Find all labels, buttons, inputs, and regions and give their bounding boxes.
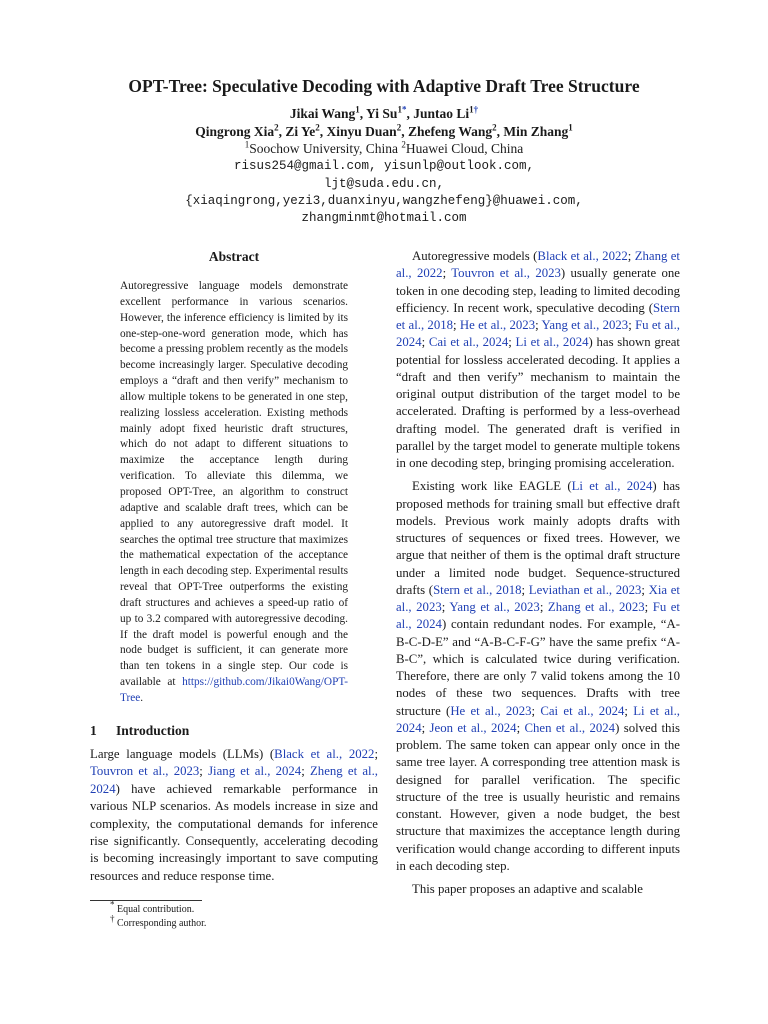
author-name: , Yi Su — [359, 106, 398, 121]
affiliation-sup: 1 — [244, 139, 250, 150]
affiliation-1: Soochow University, China — [249, 141, 402, 156]
text: ; — [442, 266, 452, 281]
citation-link[interactable]: Yang et al., 2023 — [541, 318, 629, 332]
text: ) solved this problem. The same token can appear only once in the same tree layer. A corresponding tree attention mask is designed for parallel verification. The specific structure of the tree is usually heuristic and remains constant. However, given a node budget, the best structure that maximizes the acceptance length during verification would change according to different inputs in each decoding step. — [396, 720, 680, 873]
corresponding-author-mark[interactable]: † — [473, 104, 479, 115]
citation-link[interactable]: Fu et al., 2024 — [396, 600, 680, 632]
citation-link[interactable]: He et al., 2023 — [459, 318, 536, 332]
text: ; — [521, 582, 529, 597]
citation-link[interactable]: Leviathan et al., 2023 — [528, 582, 642, 597]
paragraph: This paper proposes an adaptive and scalable — [412, 882, 643, 896]
citation-link[interactable]: Cai et al., 2024 — [540, 703, 625, 718]
text: ) have achieved remarkable performance in various NLP scenarios. As models increase in size and complexity, the computational demands for inference rise significantly. Consequently, accelerating decoding is becoming increasingly important to save computing resources and reduce response time. — [90, 781, 378, 883]
text: ; — [199, 764, 209, 779]
author-name: , Xinyu Duan — [319, 124, 397, 139]
section-title: Introduction — [116, 723, 190, 738]
text: ; — [421, 335, 429, 350]
email-line: {xiaqingrong,yezi3,duanxinyu,wangzhefeng}@huawei.com, — [185, 194, 583, 208]
text: ) usually generate one token in one decoding step, leading to limited decoding efficiency. In recent work, speculative decoding ( — [396, 266, 680, 315]
citation-link[interactable]: Zhang et al., 2023 — [547, 600, 645, 614]
abstract-heading: Abstract — [208, 249, 260, 264]
paragraph — [396, 248, 680, 472]
text: ; — [301, 764, 310, 779]
text: ; — [508, 335, 516, 350]
affiliation-sup: 2 — [274, 122, 279, 133]
text: Autoregressive models ( — [412, 249, 538, 263]
footnote-text: Equal contribution. — [117, 904, 195, 915]
affiliation-sup: 1 — [397, 104, 402, 115]
text: ) has shown great potential for lossless accelerated decoding. It applies a “draft and then verify” mechanism to maintain the original output distribution of the target model to be accelerated. Drafting is performed by a less-overhead drafting model. The generated draft is verified in parallel by the target model to generate multiple tokens in one decoding step, bringing promising acceleration. — [396, 335, 680, 470]
citation-link[interactable]: Xia et al., 2023 — [396, 582, 680, 614]
abstract-body — [120, 279, 348, 707]
affiliation-2: Huawei Cloud, China — [405, 141, 524, 156]
footnote — [110, 899, 195, 915]
abstract-end: . — [140, 691, 144, 704]
footnote-divider — [90, 900, 202, 901]
equal-contribution-mark[interactable]: * — [401, 104, 407, 115]
affiliation-sup: 2 — [492, 122, 497, 133]
citation-link[interactable]: Jiang et al., 2024 — [208, 764, 302, 779]
citation-link[interactable]: Chen et al., 2024 — [524, 720, 616, 735]
section-number: 1 — [90, 723, 97, 738]
text: ; — [641, 582, 649, 597]
right-column — [396, 248, 680, 904]
abstract-text: Autoregressive language models demonstrate excellent performance in various scenarios. However, the inference efficiency is limited by its one-step-one-word generation mode, which has become a pressing problem recently as the models become increasingly larger. Speculative decoding employs a “draft and then verify” mechanism to allow multiple tokens to be generated in one step, realizing lossless acceleration. Existing methods mainly adopt fixed heuristic draft structures, which do not adapt to different situations to maximize the acceptance length during verification. To alleviate this dilemma, we proposed OPT-Tree, an algorithm to construct adaptive and scalable draft trees, which can be applied to any autoregressive draft model. It searches the optimal tree structure that maximizes the mathematical expectation of the acceptance length in each decoding step. Experimental results reveal that OPT-Tree outperforms the existing draft structures and achieves a speed-up ratio of up to 3.2 compared with autoregressive decoding. If the draft model is powerful enough and the node budget is sufficient, it can generate more than ten tokens in a single step. Our code is available at — [120, 280, 348, 689]
author-name: , Min Zhang — [496, 124, 569, 139]
text: ; — [627, 249, 635, 263]
citation-link[interactable]: Stern et al., 2018 — [396, 300, 680, 332]
text: ) contain redundant nodes. For example, “A-B-C-D-E” and “A-B-C-F-G” have the same prefix “A-B-C”, which is calculated twice during verification. Therefore, there are only 7 valid tokens among the 10 nodes of these two sequences. Drafts with tree structure ( — [396, 617, 680, 718]
affiliation-sup: 2 — [401, 139, 406, 150]
text: ; — [441, 600, 450, 614]
text: Existing work like EAGLE ( — [412, 479, 572, 494]
citation-link[interactable]: Yang et al., 2023 — [449, 600, 540, 614]
text: Large language models (LLMs) ( — [90, 747, 275, 761]
text: ; — [535, 318, 542, 332]
citation-link[interactable]: Li et al., 2024 — [515, 335, 589, 350]
affiliations — [0, 141, 768, 157]
email-line: ljt@suda.edu.cn, — [323, 177, 445, 191]
footnote-mark: † — [110, 913, 115, 924]
code-link[interactable]: https://github.com/Jikai0Wang/OPT-Tree — [120, 676, 348, 704]
affiliation-sup: 1 — [469, 104, 474, 115]
text: ; — [531, 703, 541, 718]
citation-link[interactable]: Jeon et al., 2024 — [429, 720, 517, 735]
text: ; — [374, 747, 378, 761]
author-name: , Zi Ye — [278, 124, 316, 139]
text: ; — [453, 318, 460, 332]
citation-link[interactable]: Li et al., 2024 — [396, 703, 680, 735]
text: ; — [644, 600, 653, 614]
citation-link[interactable]: Zheng et al., 2024 — [90, 764, 378, 796]
author-name: , Juntao Li — [406, 106, 470, 121]
citation-link[interactable]: Cai et al., 2024 — [428, 335, 509, 350]
citation-link[interactable]: Stern et al., 2018 — [433, 582, 522, 597]
citation-link[interactable]: Touvron et al., 2023 — [90, 764, 200, 779]
citation-link[interactable]: Touvron et al., 2023 — [451, 266, 561, 281]
citation-link[interactable]: Li et al., 2024 — [571, 479, 653, 494]
author-name: , Zhefeng Wang — [401, 124, 493, 139]
text: ; — [539, 600, 548, 614]
text: ; — [516, 720, 525, 735]
citation-link[interactable]: Black et al., 2022 — [537, 249, 628, 263]
citation-link[interactable]: Black et al., 2022 — [274, 747, 375, 761]
author-line-2 — [0, 124, 768, 140]
affiliation-sup: 1 — [355, 104, 360, 115]
text: ; — [624, 703, 634, 718]
email-line: zhangminmt@hotmail.com — [301, 211, 467, 225]
affiliation-sup: 2 — [315, 122, 320, 133]
affiliation-sup: 2 — [396, 122, 402, 133]
author-name: Jikai Wang — [289, 106, 356, 121]
footnote — [110, 913, 207, 929]
footnote-text: Corresponding author. — [117, 918, 207, 929]
section-heading — [90, 723, 189, 739]
author-name: Qingrong Xia — [195, 124, 275, 139]
author-line-1 — [0, 106, 768, 122]
intro-paragraph — [90, 746, 378, 885]
paragraph — [396, 478, 680, 875]
email-line: risus254@gmail.com, yisunlp@outlook.com, — [233, 159, 535, 173]
text: ; — [628, 318, 636, 332]
citation-link[interactable]: Zhang et al., 2022 — [396, 249, 680, 281]
affiliation-sup: 1 — [568, 122, 573, 133]
text: ) has proposed methods for training small but effective draft models. Previous work mainly adopts drafts with structures of sequences or fixed trees. However, we argue that neither of them is the optimal draft structure under a limited node budget. Sequence-structured drafts ( — [396, 479, 681, 597]
footnote-mark: * — [110, 899, 115, 910]
citation-link[interactable]: Fu et al., 2024 — [396, 318, 681, 350]
paper-title: OPT-Tree: Speculative Decoding with Adaptive Draft Tree Structure — [128, 76, 640, 96]
text: ; — [421, 720, 430, 735]
citation-link[interactable]: He et al., 2023 — [450, 703, 532, 718]
